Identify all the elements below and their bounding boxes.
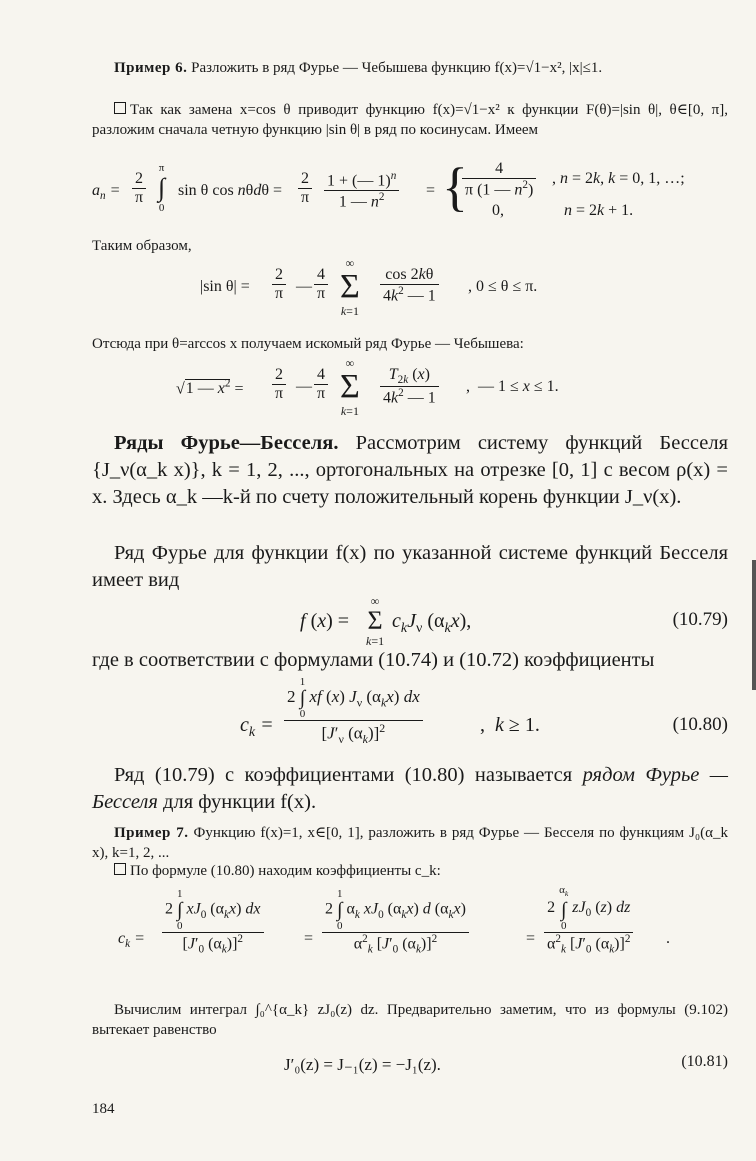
equation-10-80: $c_k$ = 2 1 ∫ 0 xf (x) $J_\nu$ $(\alpha_kx)$ dx [$J'_\nu$ $(\alpha_k)]^2$ , k ≥ 1. bbox=[240, 676, 540, 747]
definition-term: рядом Фурье — Бесселя bbox=[92, 764, 729, 813]
example7-heading: Пример 7. bbox=[114, 825, 189, 841]
page-edge-shadow bbox=[752, 560, 756, 690]
hence-text: Отсюда при θ=arccos x получаем искомый ряд Фурье — Чебышева: bbox=[92, 336, 524, 352]
formula-an: $a_n$ = $\frac{2}{\pi}$ π ∫ 0 sin θ cos nθdθ = $\frac{2}{\pi}$ $\frac{1 + (— 1)^n}{1 — n^2}$ = { $\frac{4}{\pi (1 — n^2)}$ , n = 2k, k = 0, 1, …; 0, n = 2k + 1. bbox=[92, 157, 685, 219]
bessel-intro-text: Рассмотрим систему функций Бесселя {J_ν(α_k x)}, k = 1, 2, ..., ортогональных на отрезке [0, 1] с весом ρ(x) = x. Здесь α_k —k-й по счету положительный корень функции J_ν(x). bbox=[92, 432, 729, 508]
formula-chebyshev-series: √1 — $x^2$ = $\frac{2}{\pi}$ — $\frac{4}{\pi}$ ∞ Σ k=1 $\frac{T_{2k} (x)}{4k^2 — 1}$ , — 1 ≤ x ≤ 1. bbox=[176, 356, 559, 418]
formula-sin-series: |sin θ| = $\frac{2}{\pi}$ — $\frac{4}{\pi}$ ∞ Σ k=1 $\frac{\cos 2k\theta}{4k^2 — 1}$ , 0 ≤ θ ≤ π. bbox=[200, 256, 538, 318]
thus-text: Таким образом, bbox=[92, 238, 192, 254]
coefficients-intro: где в соответствии с формулами (10.74) и (10.72) коэффициенты bbox=[92, 649, 655, 671]
equation-number-10-81: (10.81) bbox=[681, 1053, 728, 1070]
proof-start-icon bbox=[114, 863, 126, 875]
compute-integral-text bbox=[92, 1000, 728, 1040]
example6-solution bbox=[92, 100, 728, 140]
bessel-intro bbox=[92, 430, 728, 511]
fourier-bessel-definition bbox=[92, 762, 728, 816]
formula-ck: $c_k$ = 2 1 ∫ 0 $xJ_0$ $(\alpha_kx)$ dx [$J'_0$ $(\alpha_k)]^2$ = 2 1 ∫ 0 $\alpha_k$ $xJ_0$ $(\alpha_kx)$ d $(\alpha_kx)$ $\alpha^2_k$ [$J'_0$ $(\alpha_k)]^2$ = 2 $\alpha_k$ ∫ 0 $zJ_0$ (z) dz $\alpha^2_k$ [$J'_0$ $(\alpha_k)]^2$ . bbox=[118, 884, 670, 956]
example6-solution-text: Так как замена x=cos θ приводит функцию f(x)=√1−x² к функции F(θ)=|sin θ|, θ∈[0, π], разложим сначала четную функцию |sin θ| в ряд по косинусам. Имеем bbox=[92, 102, 728, 138]
example7-task-text: Функцию f(x)=1, x∈[0, 1], разложить в ряд Фурье — Бесселя по функциям J₀(α_k x), k=1, 2, ... bbox=[92, 825, 729, 861]
proof-start-icon bbox=[114, 102, 126, 114]
bessel-heading: Ряды Фурье—Бесселя. bbox=[114, 432, 339, 454]
example7-solution bbox=[92, 861, 728, 881]
equation-number-10-80: (10.80) bbox=[672, 714, 728, 735]
bessel-series-intro: Ряд Фурье для функции f(x) по указанной системе функций Бесселя имеет вид bbox=[92, 542, 728, 591]
equation-number-10-79: (10.79) bbox=[672, 609, 728, 630]
example7-task bbox=[92, 823, 728, 863]
equation-10-81: J′₀(z) = J₋₁(z) = −J₁(z). bbox=[284, 1055, 441, 1074]
example6-heading: Пример 6. bbox=[114, 60, 188, 76]
compute-integral: ∫₀^{α_k} zJ₀(z) dz. bbox=[255, 1002, 379, 1018]
example7-solution-text: По формуле (10.80) находим коэффициенты c_k: bbox=[130, 863, 441, 879]
example6-task-text: Разложить в ряд Фурье — Чебышева функцию f(x)=√1−x², |x|≤1. bbox=[191, 60, 603, 76]
equation-10-79: f (x) = ∞ Σ k=1 $c_kJ_\nu$ $(\alpha_kx)$, bbox=[300, 594, 472, 648]
compute-end: Предварительно заметим, что из формулы (9.102) вытекает равенство bbox=[92, 1002, 728, 1038]
page-number: 184 bbox=[92, 1101, 115, 1117]
compute-start: Вычислим интеграл bbox=[114, 1002, 248, 1018]
example6-task bbox=[92, 58, 728, 78]
definition-start: Ряд (10.79) с коэффициентами (10.80) называется bbox=[114, 764, 573, 786]
definition-end: для функции f(x). bbox=[163, 791, 317, 813]
